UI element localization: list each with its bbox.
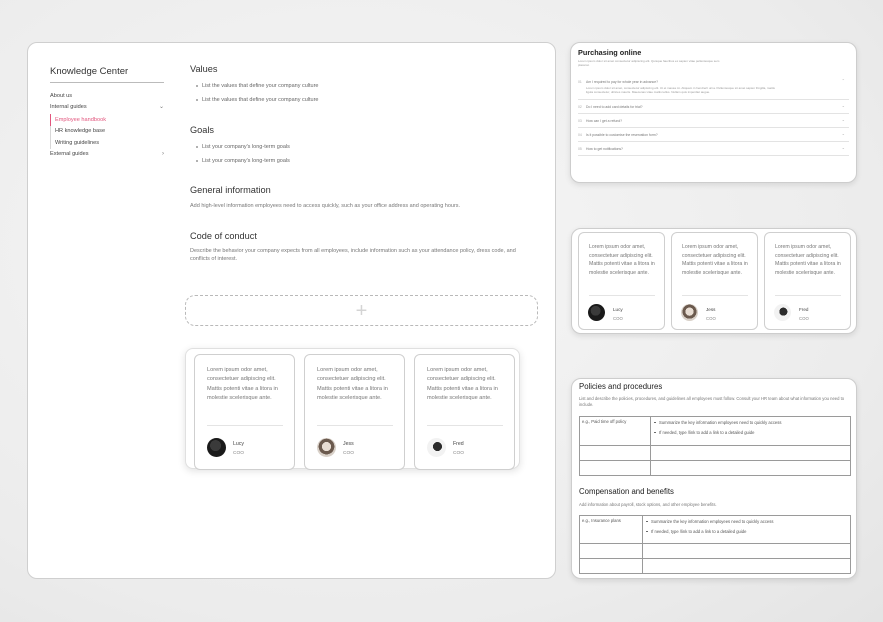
compensation-table xyxy=(579,515,851,574)
table-bullet: Summarize the key information employees need to quickly access xyxy=(645,519,848,524)
avatar xyxy=(588,304,605,321)
avatar xyxy=(774,304,791,321)
testimonial-name: Jess xyxy=(706,307,716,312)
goals-bullet: List your company's long-term goals xyxy=(196,144,530,150)
faq-item[interactable] xyxy=(578,100,849,114)
testimonial-quote: Lorem ipsum odor amet, consectetuer adipiscing elit. Mattis potenti vitae a litora in molestie scelerisque ante. xyxy=(682,244,748,277)
chevron-down-icon[interactable]: ⌄ xyxy=(841,145,845,150)
faq-title: Purchasing online xyxy=(578,48,642,57)
testimonial-quote: Lorem ipsum odor amet, consectetuer adipiscing elit. Mattis potenti vitae a litora in molestie scelerisque ante. xyxy=(589,244,655,277)
avatar xyxy=(681,304,698,321)
chevron-down-icon[interactable]: ⌄ xyxy=(841,117,845,122)
table-cell[interactable] xyxy=(580,559,643,574)
faq-card xyxy=(570,42,857,183)
code-of-conduct-text: Describe the behavior your company expects from all employees, include information such as your attendance policy, dress code, and conflicts of interest. xyxy=(190,247,516,262)
faq-number: 05 xyxy=(578,147,582,151)
table-bullet: Summarize the key information employees need to quickly access xyxy=(653,420,848,425)
general-info-heading: General information xyxy=(190,185,271,195)
table-cell[interactable] xyxy=(580,446,651,461)
testimonial-name: Fred xyxy=(799,307,809,312)
table-cell[interactable] xyxy=(643,516,851,544)
table-cell[interactable] xyxy=(651,461,851,476)
divider xyxy=(775,295,841,296)
knowledge-center-page xyxy=(27,42,556,579)
sidebar-item-label: Writing guidelines xyxy=(55,139,100,146)
testimonials-preview-card xyxy=(571,228,857,334)
main-content xyxy=(190,64,530,264)
faq-question: Am I required to pay for whole year in advance? xyxy=(586,79,658,84)
add-block-dropzone[interactable] xyxy=(185,295,538,326)
internal-guides-submenu xyxy=(50,114,164,149)
testimonial-quote: Lorem ipsum odor amet, consectetuer adipiscing elit. Mattis potenti vitae a litora in molestie scelerisque ante. xyxy=(317,367,388,401)
sidebar-item-label: External guides xyxy=(50,151,89,157)
policies-card xyxy=(571,378,857,579)
faq-number: 02 xyxy=(578,105,582,109)
testimonial-role: COO xyxy=(343,451,354,456)
chevron-down-icon[interactable]: ⌄ xyxy=(841,131,845,136)
plus-icon[interactable]: + xyxy=(355,299,368,322)
faq-item[interactable] xyxy=(578,142,849,156)
testimonial-role: COO xyxy=(706,316,716,321)
chevron-down-icon[interactable]: ⌄ xyxy=(158,104,164,110)
table-bullet: If needed, type /link to add a link to a detailed guide xyxy=(653,430,848,435)
goals-bullet: List your company's long-term goals xyxy=(196,158,530,164)
divider xyxy=(589,295,655,296)
testimonial-card xyxy=(578,232,665,330)
faq-question: Is it possible to customise the reservation form? xyxy=(586,133,658,137)
testimonial-role: COO xyxy=(799,316,809,321)
sidebar-item-label: About us xyxy=(50,92,73,99)
table-cell[interactable] xyxy=(643,559,851,574)
faq-item[interactable] xyxy=(578,128,849,142)
testimonial-role: COO xyxy=(233,451,244,456)
faq-question: How can I get a refund? xyxy=(586,119,623,123)
avatar xyxy=(317,438,336,457)
sidebar-divider xyxy=(50,82,164,83)
chevron-down-icon[interactable]: ⌄ xyxy=(841,103,845,108)
testimonial-quote: Lorem ipsum odor amet, consectetuer adipiscing elit. Mattis potenti vitae a litora in molestie scelerisque ante. xyxy=(775,244,841,277)
table-cell[interactable] xyxy=(651,417,851,446)
table-bullet: If needed, type /link to add a link to a detailed guide xyxy=(645,529,848,534)
code-of-conduct-heading: Code of conduct xyxy=(190,230,257,241)
faq-number: 03 xyxy=(578,119,582,123)
compensation-heading: Compensation and benefits xyxy=(579,487,674,496)
sidebar-nav xyxy=(50,90,164,160)
sidebar-item-external-guides[interactable] xyxy=(50,149,164,160)
avatar xyxy=(427,438,446,457)
sidebar-item-hr-knowledge-base[interactable] xyxy=(55,126,164,138)
testimonial-quote: Lorem ipsum odor amet, consectetuer adipiscing elit. Mattis potenti vitae a litora in molestie scelerisque ante. xyxy=(427,367,498,401)
table-cell[interactable] xyxy=(580,516,643,544)
faq-item[interactable] xyxy=(578,114,849,128)
testimonial-card xyxy=(194,354,295,470)
testimonial-name: Fred xyxy=(453,441,464,447)
table-cell[interactable] xyxy=(643,544,851,559)
divider xyxy=(317,425,393,426)
testimonials-block xyxy=(185,348,520,469)
sidebar-title: Knowledge Center xyxy=(50,66,129,77)
sidebar-item-writing-guidelines[interactable] xyxy=(55,137,164,149)
goals-heading: Goals xyxy=(190,125,215,135)
values-bullet: List the values that define your company culture xyxy=(196,83,530,89)
testimonial-card xyxy=(671,232,758,330)
testimonial-quote: Lorem ipsum odor amet, consectetuer adipiscing elit. Mattis potenti vitae a litora in molestie scelerisque ante. xyxy=(207,367,278,401)
table-cell[interactable] xyxy=(580,417,651,446)
sidebar-item-label: HR knowledge base xyxy=(55,128,106,135)
policies-text: List and describe the policies, procedures, and guidelines all employees must follow. Consult your HR team about what information you need to include. xyxy=(579,396,845,408)
testimonial-card xyxy=(414,354,515,470)
table-cell[interactable] xyxy=(580,544,643,559)
compensation-text: Add information about payroll, stock options, and other employee benefits. xyxy=(579,502,717,507)
faq-list xyxy=(578,77,849,156)
faq-subtitle: Lorem ipsum dolor sit amet consectetur adipiscing elit. Quisque faucibus ex sapien vitae pellentesque sem placerat. xyxy=(578,59,720,67)
divider xyxy=(682,295,748,296)
policies-heading: Policies and procedures xyxy=(579,382,663,391)
table-cell[interactable] xyxy=(580,461,651,476)
testimonial-role: COO xyxy=(453,451,464,456)
chevron-up-icon[interactable]: ⌃ xyxy=(841,78,845,83)
testimonial-card xyxy=(304,354,405,470)
testimonial-name: Lucy xyxy=(233,441,244,447)
faq-item[interactable] xyxy=(578,77,849,100)
faq-number: 04 xyxy=(578,133,582,137)
testimonial-card xyxy=(764,232,851,330)
faq-answer: Lorem ipsum dolor sit amet, consectetur adipiscing elit. Ut et massa mi. Aliquam in hendrerit urna. Pellentesque sit amet sapien fringilla, mattis ligula consectetur, ultrices mauris. Maecenas vitae mattis tellus. Nullam quis imperdiet augue. xyxy=(586,86,775,94)
divider xyxy=(427,425,503,426)
faq-number: 01 xyxy=(578,79,582,84)
sidebar-item-about-us[interactable] xyxy=(50,90,164,101)
values-heading: Values xyxy=(190,64,218,74)
values-bullet: List the values that define your company culture xyxy=(196,97,530,103)
sidebar-item-employee-handbook[interactable] xyxy=(50,114,164,126)
sidebar-item-label: Employee handbook xyxy=(55,116,107,123)
general-info-text: Add high-level information employees need to access quickly, such as your office address and operating hours. xyxy=(190,203,461,209)
testimonial-role: COO xyxy=(613,316,623,321)
sidebar-item-label: Internal guides xyxy=(50,103,87,110)
avatar xyxy=(207,438,226,457)
divider xyxy=(207,425,283,426)
table-cell[interactable] xyxy=(651,446,851,461)
testimonial-name: Lucy xyxy=(613,307,623,312)
faq-question: Do I need to add card details for trial? xyxy=(586,105,643,109)
policies-table xyxy=(579,416,851,476)
sidebar-item-internal-guides[interactable] xyxy=(50,101,164,112)
compensation-example: e.g., Insurance plans xyxy=(582,518,621,523)
testimonial-name: Jess xyxy=(343,441,354,447)
policy-example: e.g., Paid time off policy xyxy=(582,419,627,424)
faq-question: How to get notifications? xyxy=(586,147,623,151)
chevron-right-icon[interactable]: › xyxy=(162,151,164,157)
